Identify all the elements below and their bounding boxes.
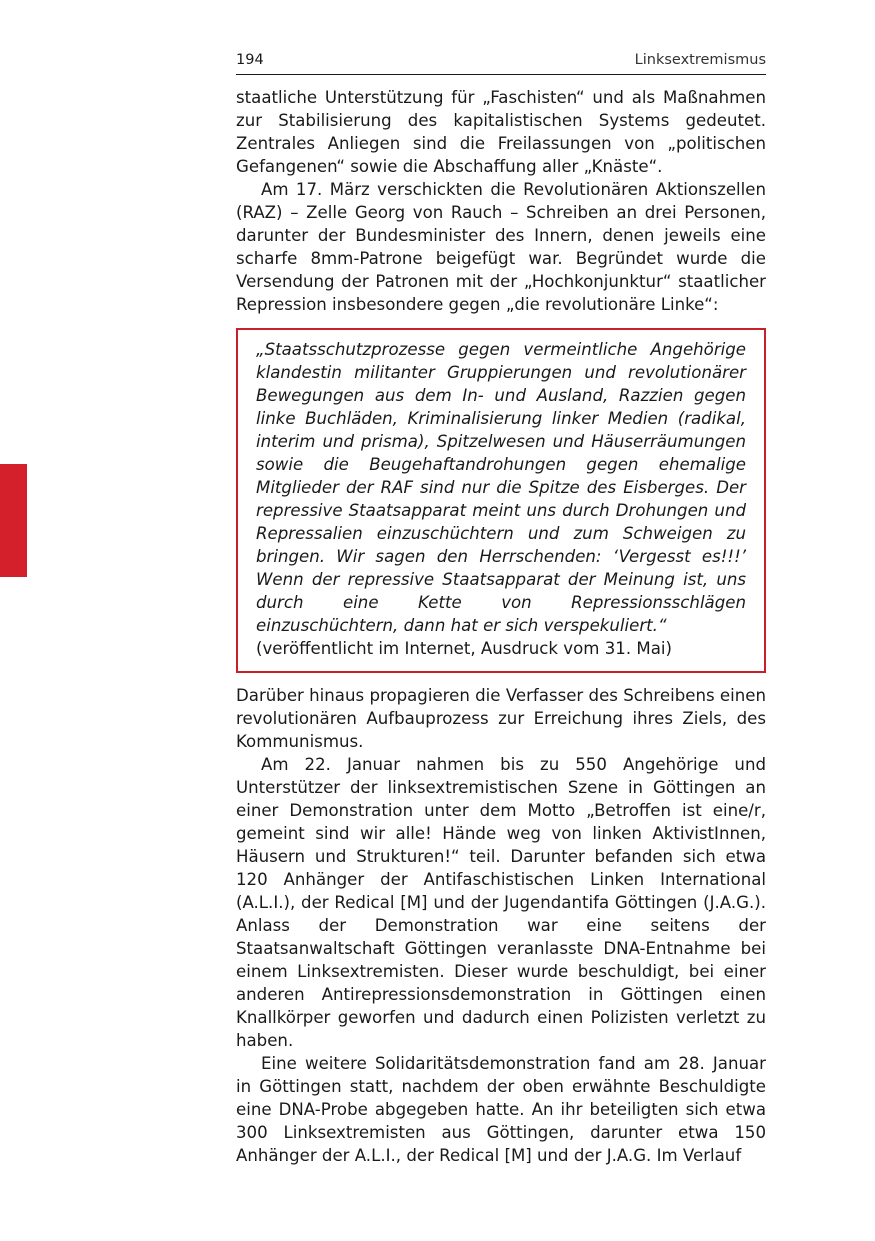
chapter-marker-tab [0,464,27,577]
body-text [236,86,766,1167]
paragraph-3: Darüber hinaus propagieren die Verfasser des Schreibens einen revolutionären Aufbauprozess zur Erreichung ihres Ziels, des Kommunismus. [236,686,766,751]
paragraph-2: Am 17. März verschickten die Revolutionären Aktionszellen (RAZ) – Zelle Georg von Rauch – Schreiben an drei Personen, darunter der Bundesminister des Innern, denen jeweils eine scharfe 8mm-Patrone beigefügt war. Begründet wurde die Versendung der Patronen mit der „Hochkonjunktur“ staatlicher Repression insbesondere gegen „die revolutionäre Linke“: [236,180,766,314]
paragraph-5: Eine weitere Solidaritätsdemonstration fand am 28. Januar in Göttingen statt, nachdem der oben erwähnte Beschuldigte eine DNA-Probe abgegeben hatte. An ihr beteiligten sich etwa 300 Linksextremisten aus Göttingen, darunter etwa 150 Anhänger der A.L.I., der Redical [M] und der J.A.G. Im Verlauf [236,1054,766,1165]
paragraph-4: Am 22. Januar nahmen bis zu 550 Angehörige und Unterstützer der linksextremistischen Szene in Göttingen an einer Demonstration unter dem Motto „Betroffen ist eine/r, gemeint sind wir alle! Hände weg von linken AktivistInnen, Häusern und Strukturen!“ teil. Darunter befanden sich etwa 120 Anhänger der Antifaschistischen Linken International (A.L.I.), der Redical [M] und der Jugendantifa Göttingen (J.A.G.). Anlass der Demonstration war eine seitens der Staatsanwaltschaft Göttingen veranlasste DNA-Entnahme bei einem Linksextremisten. Dieser wurde beschuldigt, bei einer anderen Antirepressionsdemonstration in Göttingen einen Knallkörper geworfen und dadurch einen Polizisten verletzt zu haben. [236,755,766,1050]
quote-text: „Staatsschutzprozesse gegen vermeintliche Angehörige klandestin militanter Gruppierungen und revolutionärer Bewegungen aus dem In- und Ausland, Razzien gegen linke Buchläden, Kriminalisierung linker Medien (radikal, interim und prisma), Spitzelwesen und Häuserräumungen sowie die Beugehaftandrohungen gegen ehemalige Mitglieder der RAF sind nur die Spitze des Eisberges. Der repressive Staatsapparat meint uns durch Drohungen und Repressalien einzuschüchtern und zum Schweigen zu bringen. Wir sagen den Herrschenden: ‘Vergesst es!!!’ Wenn der repressive Staatsapparat der Meinung ist, uns durch eine Kette von Repressionsschlägen einzuschüchtern, dann hat er sich verspekuliert.“ [256,340,746,635]
paragraph-1: staatliche Unterstützung für „Faschisten“ und als Maßnahmen zur Stabilisierung des kapitalistischen Systems gedeutet. Zentrales Anliegen sind die Freilassungen von „politischen Gefangenen“ sowie die Abschaffung aller „Knäste“. [236,88,766,176]
quote-box [236,328,766,673]
quote-source: (veröffentlicht im Internet, Ausdruck vom 31. Mai) [256,639,672,658]
page-number: 194 [236,52,264,68]
running-title: Linksextremismus [634,52,766,68]
page-header [236,52,766,75]
